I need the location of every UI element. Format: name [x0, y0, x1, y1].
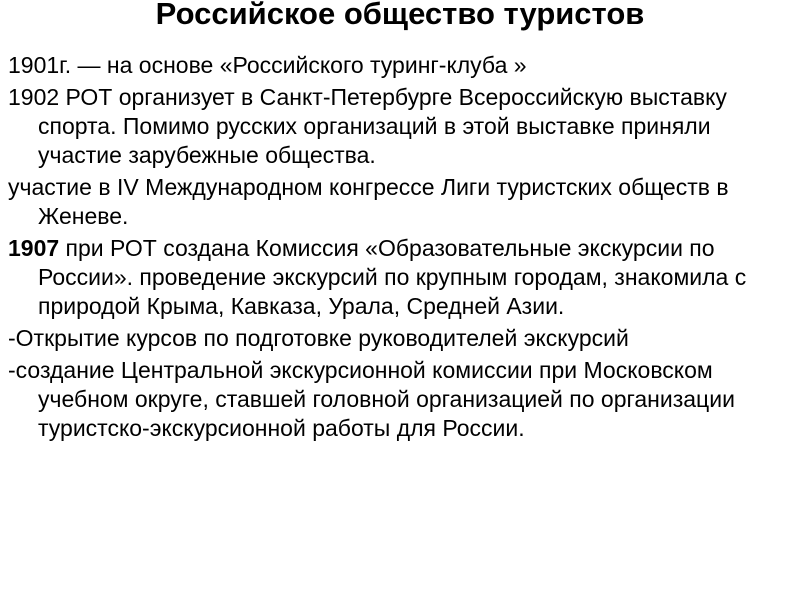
- paragraph-central-commission: [8, 356, 792, 443]
- paragraph-1901: [8, 51, 792, 80]
- paragraph-text: 1902 РОТ организует в Санкт-Петербурге Всероссийскую выставку спорта. Помимо русских организаций в этой выставке приняли участие зарубежные общества.: [8, 84, 727, 168]
- paragraph-text: при РОТ создана Комиссия «Образовательные экскурсии по России». проведение экскурсий по крупным городам, знакомила с природой Крыма, Кавказа, Урала, Средней Азии.: [38, 235, 747, 319]
- paragraph-text: участие в IV Международном конгрессе Лиги туристских обществ в Женеве.: [8, 174, 729, 229]
- paragraph-congress: [8, 173, 792, 231]
- paragraph-1902: [8, 83, 792, 170]
- paragraph-1907: [8, 234, 792, 321]
- paragraph-text: -создание Центральной экскурсионной комиссии при Московском учебном округе, ставшей головной организацией по организации туристско-экскурсионной работы для России.: [8, 357, 735, 441]
- paragraph-text: 1901г. — на основе «Российского туринг-клуба »: [8, 52, 527, 78]
- slide-title: Российское общество туристов: [155, 0, 645, 31]
- paragraph-courses: [8, 324, 792, 353]
- paragraph-text: -Открытие курсов по подготовке руководителей экскурсий: [8, 325, 629, 351]
- paragraph-year-bold: 1907: [8, 235, 60, 261]
- slide-body: [8, 51, 792, 446]
